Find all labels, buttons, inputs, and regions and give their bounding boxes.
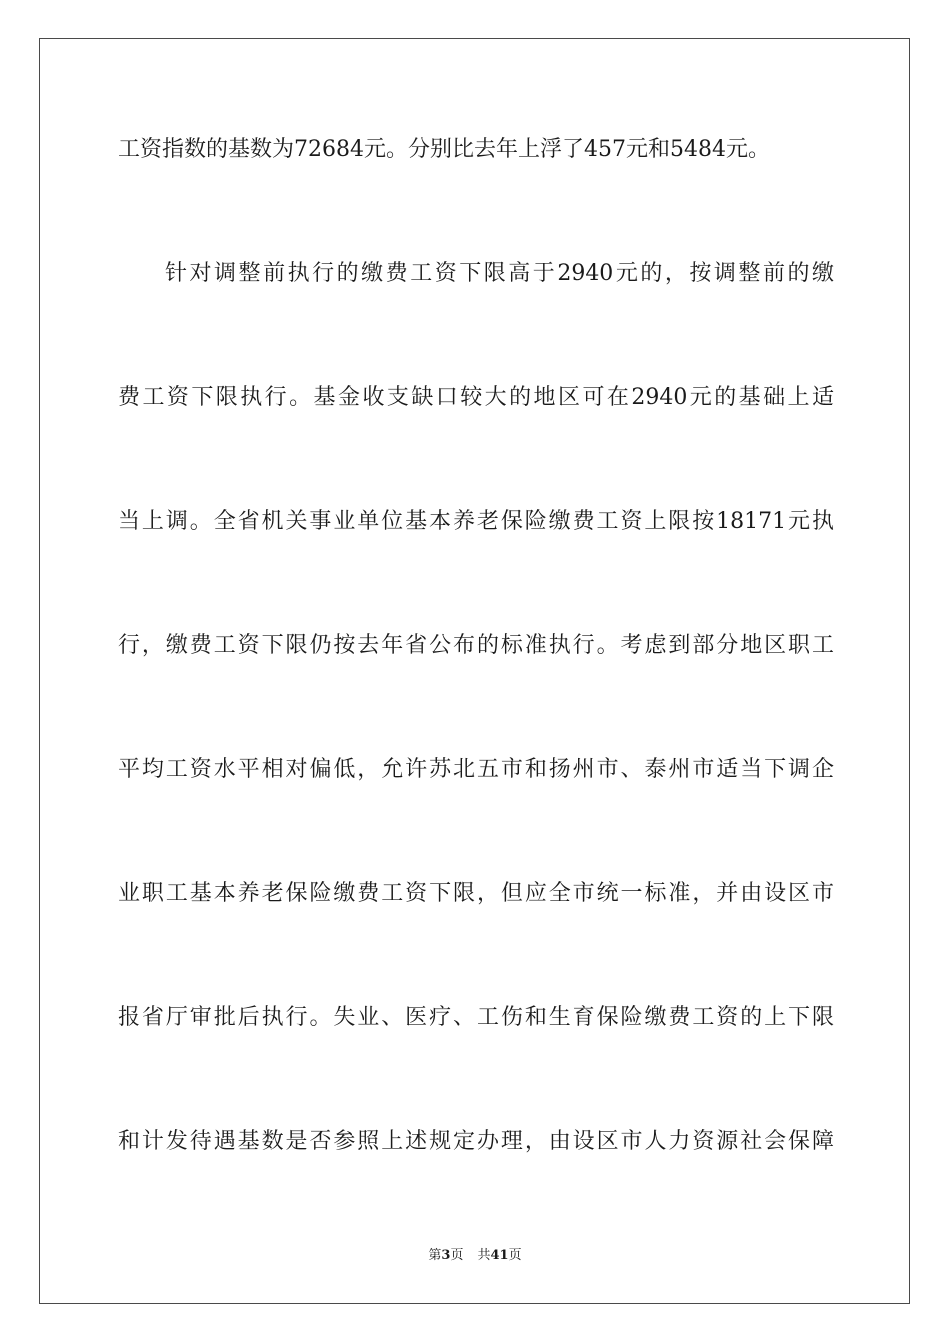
page-prefix: 第 xyxy=(428,1248,442,1263)
page-number: 3 xyxy=(441,1248,451,1263)
text-line: 费工资下限执行。基金收支缺口较大的地区可在2940元的基础上适 xyxy=(118,385,834,410)
text-line: 工资指数的基数为72684元。分别比去年上浮了457元和5484元。 xyxy=(118,137,770,162)
paragraph-first-line: 针对调整前执行的缴费工资下限高于2940元的，按调整前的缴 xyxy=(165,261,834,286)
text-line: 行，缴费工资下限仍按去年省公布的标准执行。考虑到部分地区职工 xyxy=(118,633,834,658)
total-prefix: 共 xyxy=(477,1248,491,1263)
page-border xyxy=(39,38,910,1304)
text-line: 业职工基本养老保险缴费工资下限，但应全市统一标准，并由设区市 xyxy=(118,881,834,906)
page-footer xyxy=(0,1246,950,1266)
text-line: 和计发待遇基数是否参照上述规定办理，由设区市人力资源社会保障 xyxy=(118,1129,834,1154)
total-pages: 41 xyxy=(490,1248,509,1263)
page-suffix: 页 xyxy=(450,1248,464,1263)
text-line: 报省厅审批后执行。失业、医疗、工伤和生育保险缴费工资的上下限 xyxy=(118,1005,834,1030)
text-line: 平均工资水平相对偏低，允许苏北五市和扬州市、泰州市适当下调企 xyxy=(118,757,834,782)
text-line: 当上调。全省机关事业单位基本养老保险缴费工资上限按18171元执 xyxy=(118,509,834,534)
total-suffix: 页 xyxy=(508,1248,522,1263)
